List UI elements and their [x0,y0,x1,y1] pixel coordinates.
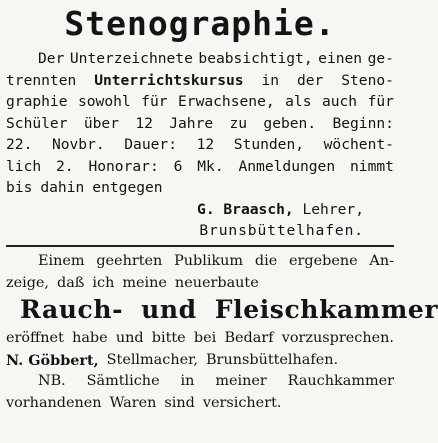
word: Stellmacher, [106,351,198,368]
text-line [6,113,394,135]
word: bitte [151,330,186,346]
word: versichert. [202,394,282,411]
signature-name: N. Göbbert, [6,351,99,369]
word: als [285,93,312,110]
text-line [6,328,394,350]
word: NB. [38,373,66,389]
word: Dauer: [124,136,177,153]
divider [6,245,394,247]
word: ich [92,274,115,291]
word: in [180,373,195,389]
text-line [6,134,394,156]
word: und [115,330,144,346]
word: neuerbaute [174,274,259,291]
ad-rauchkammer [6,251,438,414]
text-line [6,91,394,113]
word: Publikum [174,253,244,269]
word: zeige, [6,274,50,291]
word: Erwachsene, [178,93,275,110]
word: Bedarf [224,330,274,346]
word: 22. [6,136,33,153]
ad-title: Stenographie. [64,4,336,43]
word: in [261,71,280,89]
word: geben. [263,114,317,132]
word: 12 [135,114,153,132]
word: vorhandenen [6,394,102,411]
word: Brunsbüttelhafen. [205,351,339,368]
word: Jahre [169,114,214,132]
word: vorzusprechen. [281,330,394,346]
word: Einem [38,253,85,269]
word: für [141,93,168,110]
text-line [6,177,394,199]
word: trennten [6,71,77,89]
word: der [296,71,324,89]
word: für [367,93,394,110]
signature-place: Brunsbüttelhafen. [199,222,364,239]
word: meine [122,274,167,291]
word: dahin [40,179,85,196]
text-line [6,70,394,92]
word: An- [369,253,394,269]
word: die [254,253,278,269]
word: Anmeldungen [238,157,336,175]
word: auch [321,93,358,110]
word: Waren [109,394,157,411]
word: 6 [173,157,183,175]
word: Sämtliche [86,373,160,389]
text-line [6,251,394,273]
signature-name: G. Braasch, [197,200,294,218]
word: lich [6,157,42,175]
word: ge- [367,50,394,67]
word: Honorar: [88,157,159,175]
word: Novbr. [51,136,105,153]
word: Unterzeichnete [69,50,193,67]
word: Schüler [6,114,68,132]
word: ergebene [289,253,358,269]
text-line [6,393,394,415]
word: einen [318,50,363,67]
word: über [83,114,119,132]
word: 12 [196,136,215,153]
title-word: Rauch- [20,295,124,324]
word: Mk. [197,157,224,175]
word: sowohl [77,93,131,110]
word: beabsichtigt, [198,50,313,67]
text-line [6,371,394,393]
word: bis [6,179,33,196]
text-line [6,156,394,178]
word: Beginn: [332,114,394,132]
ad-stenographie [6,4,394,242]
word: Stunden, [233,136,305,153]
word: habe [72,330,108,346]
word: Steno- [341,71,394,89]
word: zu [229,114,248,132]
word: daß [57,274,85,291]
word: Rauchkammer [287,373,394,389]
ad-title [6,294,438,328]
word: 2. [56,157,74,175]
word: bei [193,330,217,346]
word: eröffnet [6,330,64,346]
word: wöchent- [323,136,394,153]
text-line [6,350,394,372]
word: sind [164,394,195,411]
text-line [6,273,394,295]
signature-role: Lehrer, [302,200,364,218]
word: entgegen [92,179,163,196]
word: graphie [6,93,68,110]
word: Der [38,50,65,67]
course-word: Unterrichtskursus [94,71,244,89]
text-line [6,48,394,70]
signature-line [6,199,394,221]
word: geehrten [96,253,163,269]
title-word: Fleischkammer [214,295,438,324]
title-word: und [141,295,197,324]
word: nimmt [350,157,394,175]
word: meiner [215,373,267,389]
